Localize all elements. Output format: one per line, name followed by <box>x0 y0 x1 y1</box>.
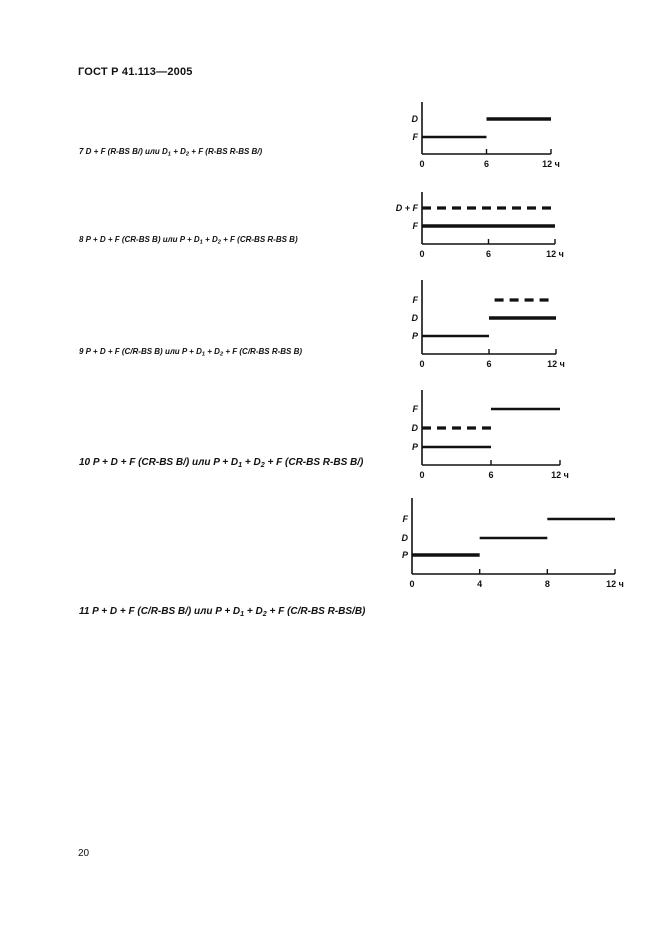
x-tick-label: 6 <box>483 159 490 169</box>
x-tick-label: 6 <box>488 470 494 480</box>
row-label: P <box>401 550 408 560</box>
x-tick-label: 8 <box>544 579 550 589</box>
x-tick-label: 4 <box>477 579 483 589</box>
x-tick-label: 6 <box>485 249 492 259</box>
row-label: F <box>412 295 418 305</box>
x-tick-label: 0 <box>419 470 425 480</box>
x-tick-label: 0 <box>419 249 425 259</box>
x-tick-label: 0 <box>419 159 425 169</box>
x-tick-label: 12 ч <box>551 470 569 480</box>
timing-diagram-9 <box>390 276 570 376</box>
row-label: D <box>411 423 418 433</box>
row-label: D <box>411 313 418 323</box>
item-8-caption: 8 P + D + F (CR-BS B) или $P + D_1 + D_2 + F$ (CR-BS R-BS B) <box>79 235 298 246</box>
x-tick-label: 0 <box>409 579 415 589</box>
timing-diagram-7 <box>390 98 570 178</box>
x-tick-label: 6 <box>486 359 492 369</box>
row-label: D <box>401 533 408 543</box>
timing-diagram-10 <box>390 386 570 486</box>
x-tick-label: 12 ч <box>606 579 624 589</box>
row-label: D + F <box>395 203 418 213</box>
item-11-caption: 11 P + D + F (C/R-BS B/) или $P + D_1 + D_2 + F$ (C/R-BS R-BS/B) <box>79 606 366 618</box>
document-header: ГОСТ Р 41.113—2005 <box>78 66 193 78</box>
x-tick-label: 12 ч <box>547 359 565 369</box>
x-tick-label: 0 <box>419 359 425 369</box>
item-7-caption: 7 D + F (R-BS B/) или $D_1 + D_2 + F$ (R-BS R-BS B/) <box>79 147 263 158</box>
row-label: D <box>411 114 418 124</box>
page-number: 20 <box>78 848 90 859</box>
row-label: F <box>412 132 418 142</box>
timing-diagram-11 <box>390 496 630 596</box>
row-label: F <box>402 514 408 524</box>
timing-diagram-8 <box>390 188 570 268</box>
row-label: F <box>412 404 418 414</box>
x-tick-label: 12 ч <box>542 159 560 169</box>
row-label: F <box>412 221 418 231</box>
row-label: P <box>411 331 418 341</box>
item-9-caption: 9 P + D + F (C/R-BS B) или $P + D_1 + D_2 + F$ (C/R-BS R-BS B) <box>79 347 303 358</box>
x-tick-label: 12 ч <box>546 249 564 259</box>
item-10-caption: 10 P + D + F (CR-BS B/) или $P + D_1 + D_2 + F$ (CR-BS R-BS B/) <box>79 457 364 469</box>
row-label: P <box>411 442 418 452</box>
